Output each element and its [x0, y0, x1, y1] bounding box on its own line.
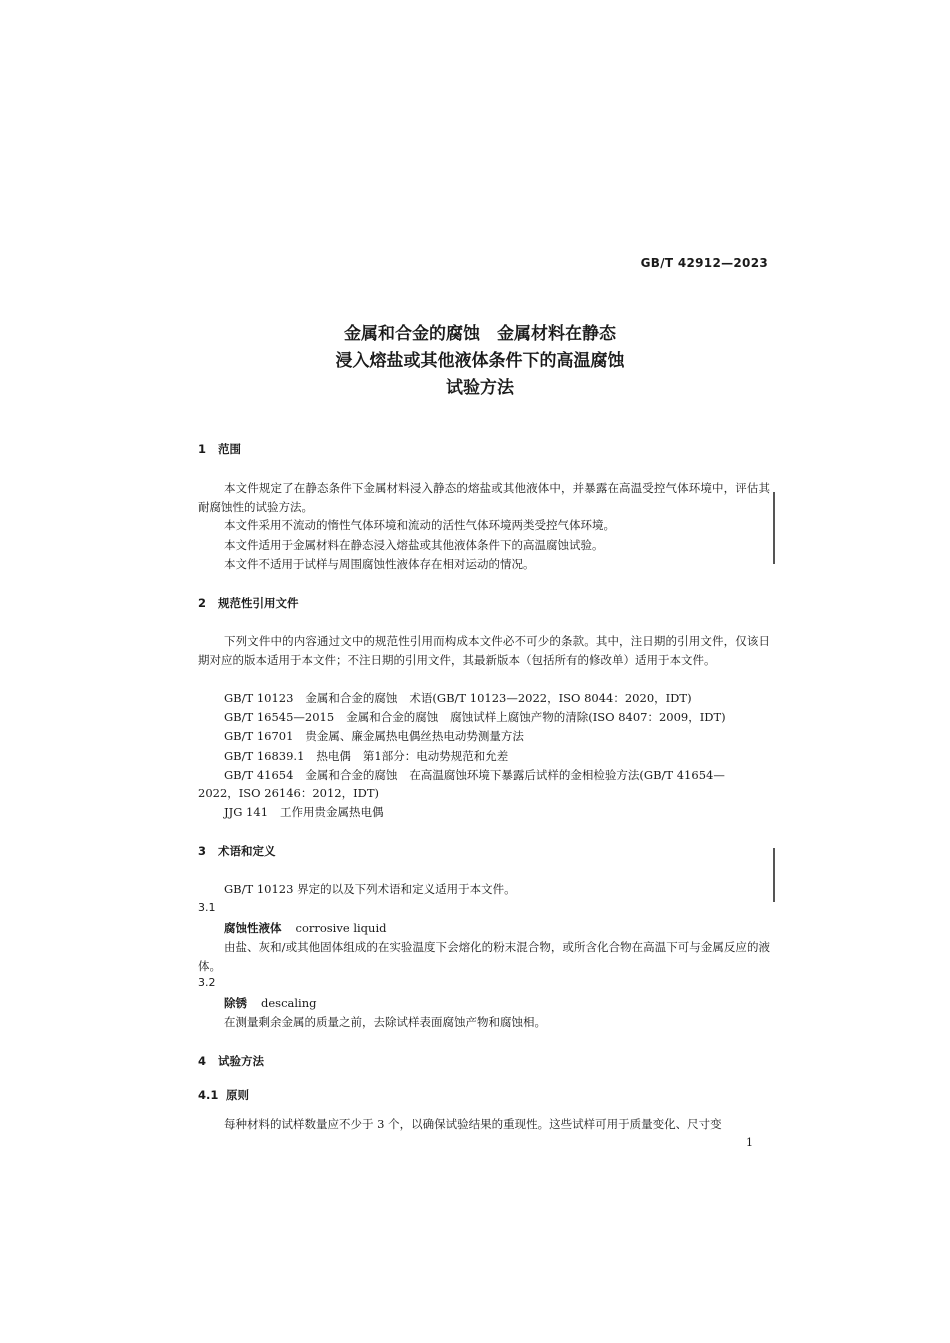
title-line-2: 浸入熔盐或其他液体条件下的高温腐蚀 — [335, 351, 625, 371]
reference-item: GB/T 41654 金属和合金的腐蚀 在高温腐蚀环境下暴露后试样的金相检验方法(GB/T 41654— — [224, 768, 725, 782]
section-1-heading: 1 范围 — [198, 442, 241, 456]
section-2-heading: 2 规范性引用文件 — [198, 596, 299, 610]
reference-item: JJG 141 工作用贵金属热电偶 — [224, 805, 384, 819]
scope-paragraph-1: 本文件规定了在静态条件下金属材料浸入静态的熔盐或其他液体中，并暴露在高温受控气体环境中，评估其耐腐蚀性的试验方法。 — [198, 481, 770, 514]
page-number: 1 — [746, 1136, 753, 1149]
term-definition: 由盐、灰和/或其他固体组成的在实验温度下会熔化的粉末混合物，或所含化合物在高温下可与金属反应的液体。 — [198, 940, 770, 973]
term-number: 3.1 — [198, 901, 216, 914]
terms-intro: GB/T 10123 界定的以及下列术语和定义适用于本文件。 — [224, 882, 516, 896]
reference-item: GB/T 16545—2015 金属和合金的腐蚀 腐蚀试样上腐蚀产物的清除(ISO 8407：2009，IDT) — [224, 710, 726, 724]
margin-change-bar — [773, 492, 775, 564]
margin-change-bar — [773, 848, 775, 902]
term-definition: 在测量剩余金属的质量之前，去除试样表面腐蚀产物和腐蚀相。 — [224, 1015, 546, 1029]
scope-paragraph-3: 本文件适用于金属材料在静态浸入熔盐或其他液体条件下的高温腐蚀试验。 — [224, 538, 604, 552]
reference-item: GB/T 16701 贵金属、廉金属热电偶丝热电动势测量方法 — [224, 729, 524, 743]
reference-item: GB/T 10123 金属和合金的腐蚀 术语(GB/T 10123—2022，ISO 8044：2020，IDT) — [224, 691, 692, 705]
term-entry: 腐蚀性液体 corrosive liquid — [224, 921, 387, 935]
scope-paragraph-4: 本文件不适用于试样与周围腐蚀性液体存在相对运动的情况。 — [224, 557, 535, 571]
title-line-1: 金属和合金的腐蚀 金属材料在静态 — [344, 324, 616, 344]
subsection-4-1-heading: 4.1 原则 — [198, 1088, 249, 1102]
standard-number: GB/T 42912—2023 — [640, 256, 768, 270]
scope-paragraph-2: 本文件采用不流动的惰性气体环境和流动的活性气体环境两类受控气体环境。 — [224, 518, 615, 532]
title-line-3: 试验方法 — [446, 378, 514, 398]
principle-paragraph: 每种材料的试样数量应不少于 3 个，以确保试验结果的重现性。这些试样可用于质量变化、尺寸变 — [224, 1117, 722, 1131]
document-title — [0, 321, 950, 402]
normative-references-intro: 下列文件中的内容通过文中的规范性引用而构成本文件必不可少的条款。其中，注日期的引用文件，仅该日期对应的版本适用于本文件；不注日期的引用文件，其最新版本（包括所有的修改单）适用于本文件。 — [198, 634, 770, 667]
reference-item-continuation: 2022，ISO 26146：2012，IDT) — [198, 786, 380, 800]
term-entry: 除锈 descaling — [224, 996, 317, 1010]
section-4-heading: 4 试验方法 — [198, 1054, 264, 1068]
section-3-heading: 3 术语和定义 — [198, 844, 276, 858]
reference-item: GB/T 16839.1 热电偶 第1部分：电动势规范和允差 — [224, 749, 509, 763]
term-number: 3.2 — [198, 976, 216, 989]
